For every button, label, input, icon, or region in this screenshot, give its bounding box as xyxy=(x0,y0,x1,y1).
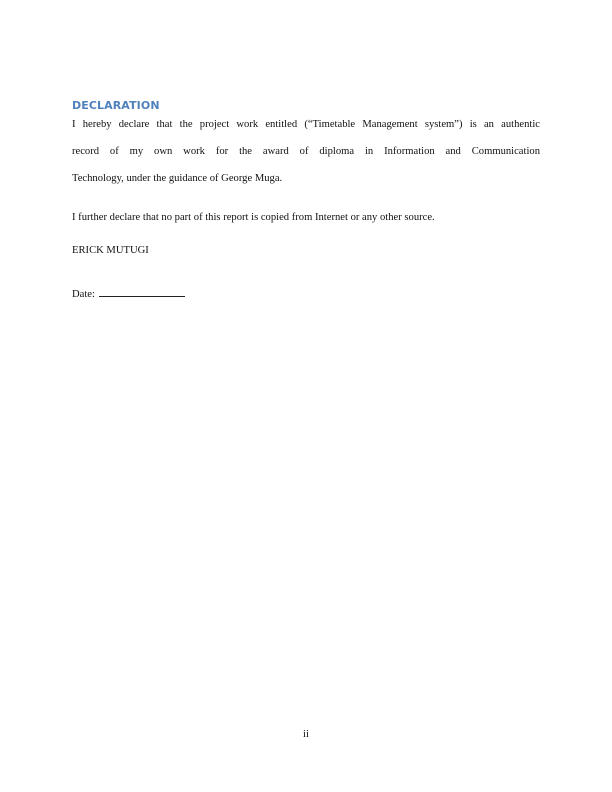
paragraph-line: record of my own work for the award of diploma in Information and Communication xyxy=(72,146,540,157)
date-field xyxy=(72,285,185,300)
declaration-heading: DECLARATION xyxy=(72,99,160,112)
paragraph-line: Technology, under the guidance of George Muga. xyxy=(72,173,283,184)
page-number: ii xyxy=(303,729,309,740)
date-blank-line xyxy=(99,285,185,297)
date-label: Date: xyxy=(72,289,95,300)
further-declaration-paragraph: I further declare that no part of this report is copied from Internet or any other source. xyxy=(72,212,435,223)
declaration-paragraph xyxy=(72,111,540,192)
paragraph-line: I hereby declare that the project work entitled (“Timetable Management system”) is an authentic xyxy=(72,119,540,130)
signatory-name: ERICK MUTUGI xyxy=(72,245,149,256)
